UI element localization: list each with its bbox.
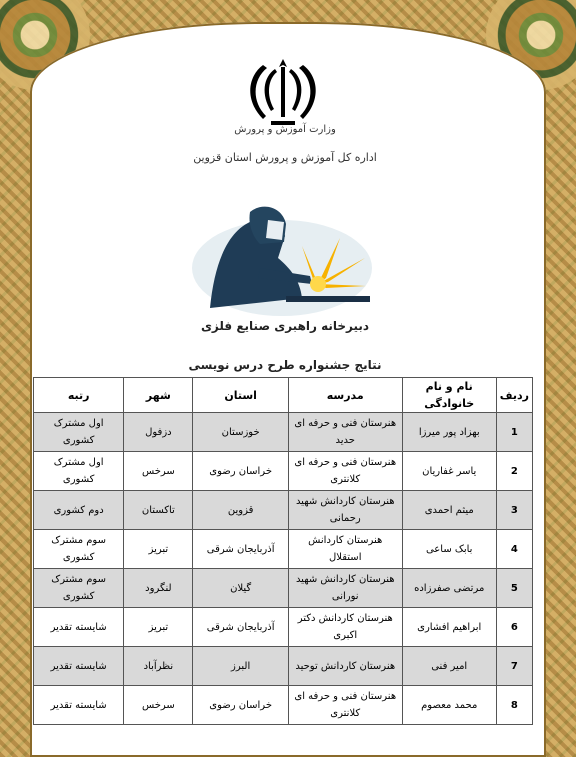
cell-rank: 8	[496, 686, 532, 725]
cell-name: مرتضی صفرزاده	[402, 569, 496, 608]
welder-icon	[190, 198, 375, 318]
cell-position: سوم مشترک کشوری	[34, 530, 124, 569]
cell-school: هنرستان کاردانش توحید	[288, 647, 402, 686]
cell-rank: 7	[496, 647, 532, 686]
cell-position: شایسته تقدیر	[34, 608, 124, 647]
header-rank: ردیف	[496, 378, 532, 413]
table-header-row	[34, 378, 533, 413]
ministry-label: وزارت آموزش و پرورش	[234, 124, 336, 135]
cell-school: هنرستان فنی و حرفه ای کلانتری	[288, 452, 402, 491]
cell-position: اول مشترک کشوری	[34, 452, 124, 491]
cell-province: البرز	[193, 647, 288, 686]
cell-province: خوزستان	[193, 413, 288, 452]
cell-name: بابک ساعی	[402, 530, 496, 569]
cell-position: دوم کشوری	[34, 491, 124, 530]
header-province: استان	[193, 378, 288, 413]
cell-rank: 4	[496, 530, 532, 569]
cell-school: هنرستان کاردانش استقلال	[288, 530, 402, 569]
cell-city: تاکستان	[124, 491, 193, 530]
cell-city: دزفول	[124, 413, 193, 452]
cell-city: نظرآباد	[124, 647, 193, 686]
cell-rank: 3	[496, 491, 532, 530]
cell-position: اول مشترک کشوری	[34, 413, 124, 452]
header-position: رتبه	[34, 378, 124, 413]
cell-province: آذربایجان شرقی	[193, 608, 288, 647]
header-school: مدرسه	[288, 378, 402, 413]
cell-province: خراسان رضوی	[193, 452, 288, 491]
table-row	[34, 569, 533, 608]
cell-province: خراسان رضوی	[193, 686, 288, 725]
cell-school: هنرستان فنی و حرفه ای کلانتری	[288, 686, 402, 725]
cell-school: هنرستان کاردانش دکتر اکبری	[288, 608, 402, 647]
cell-name: بهزاد پور میرزا	[402, 413, 496, 452]
table-row	[34, 686, 533, 725]
results-title: نتایج جشنواره طرح درس نویسی	[188, 358, 382, 372]
table-row	[34, 413, 533, 452]
header-name: نام و نام خانوادگی	[402, 378, 496, 413]
cell-name: امیر فنی	[402, 647, 496, 686]
cell-name: ابراهیم افشاری	[402, 608, 496, 647]
cell-rank: 6	[496, 608, 532, 647]
cell-name: میثم احمدی	[402, 491, 496, 530]
cell-position: سوم مشترک کشوری	[34, 569, 124, 608]
cell-name: یاسر غفاریان	[402, 452, 496, 491]
emblem-icon	[241, 55, 325, 127]
cell-city: تبریز	[124, 608, 193, 647]
table-row	[34, 530, 533, 569]
cell-school: هنرستان کاردانش شهید نورانی	[288, 569, 402, 608]
cell-name: محمد معصوم	[402, 686, 496, 725]
table-row	[34, 647, 533, 686]
cell-province: آذربایجان شرقی	[193, 530, 288, 569]
cell-city: تبریز	[124, 530, 193, 569]
secretariat-title: دبیرخانه راهبری صنایع فلزی	[200, 319, 370, 333]
cell-rank: 1	[496, 413, 532, 452]
cell-school: هنرستان کاردانش شهید رحمانی	[288, 491, 402, 530]
cell-city: لنگرود	[124, 569, 193, 608]
office-label: اداره کل آموزش و پرورش استان قزوین	[193, 151, 377, 164]
header-city: شهر	[124, 378, 193, 413]
cell-position: شایسته تقدیر	[34, 647, 124, 686]
cell-city: سرخس	[124, 686, 193, 725]
cell-rank: 5	[496, 569, 532, 608]
cell-province: گیلان	[193, 569, 288, 608]
cell-rank: 2	[496, 452, 532, 491]
table-row	[34, 491, 533, 530]
cell-school: هنرستان فنی و حرفه ای حدید	[288, 413, 402, 452]
cell-province: قزوین	[193, 491, 288, 530]
cell-position: شایسته تقدیر	[34, 686, 124, 725]
cell-city: سرخس	[124, 452, 193, 491]
table-row	[34, 452, 533, 491]
table-row	[34, 608, 533, 647]
results-table	[33, 377, 533, 725]
